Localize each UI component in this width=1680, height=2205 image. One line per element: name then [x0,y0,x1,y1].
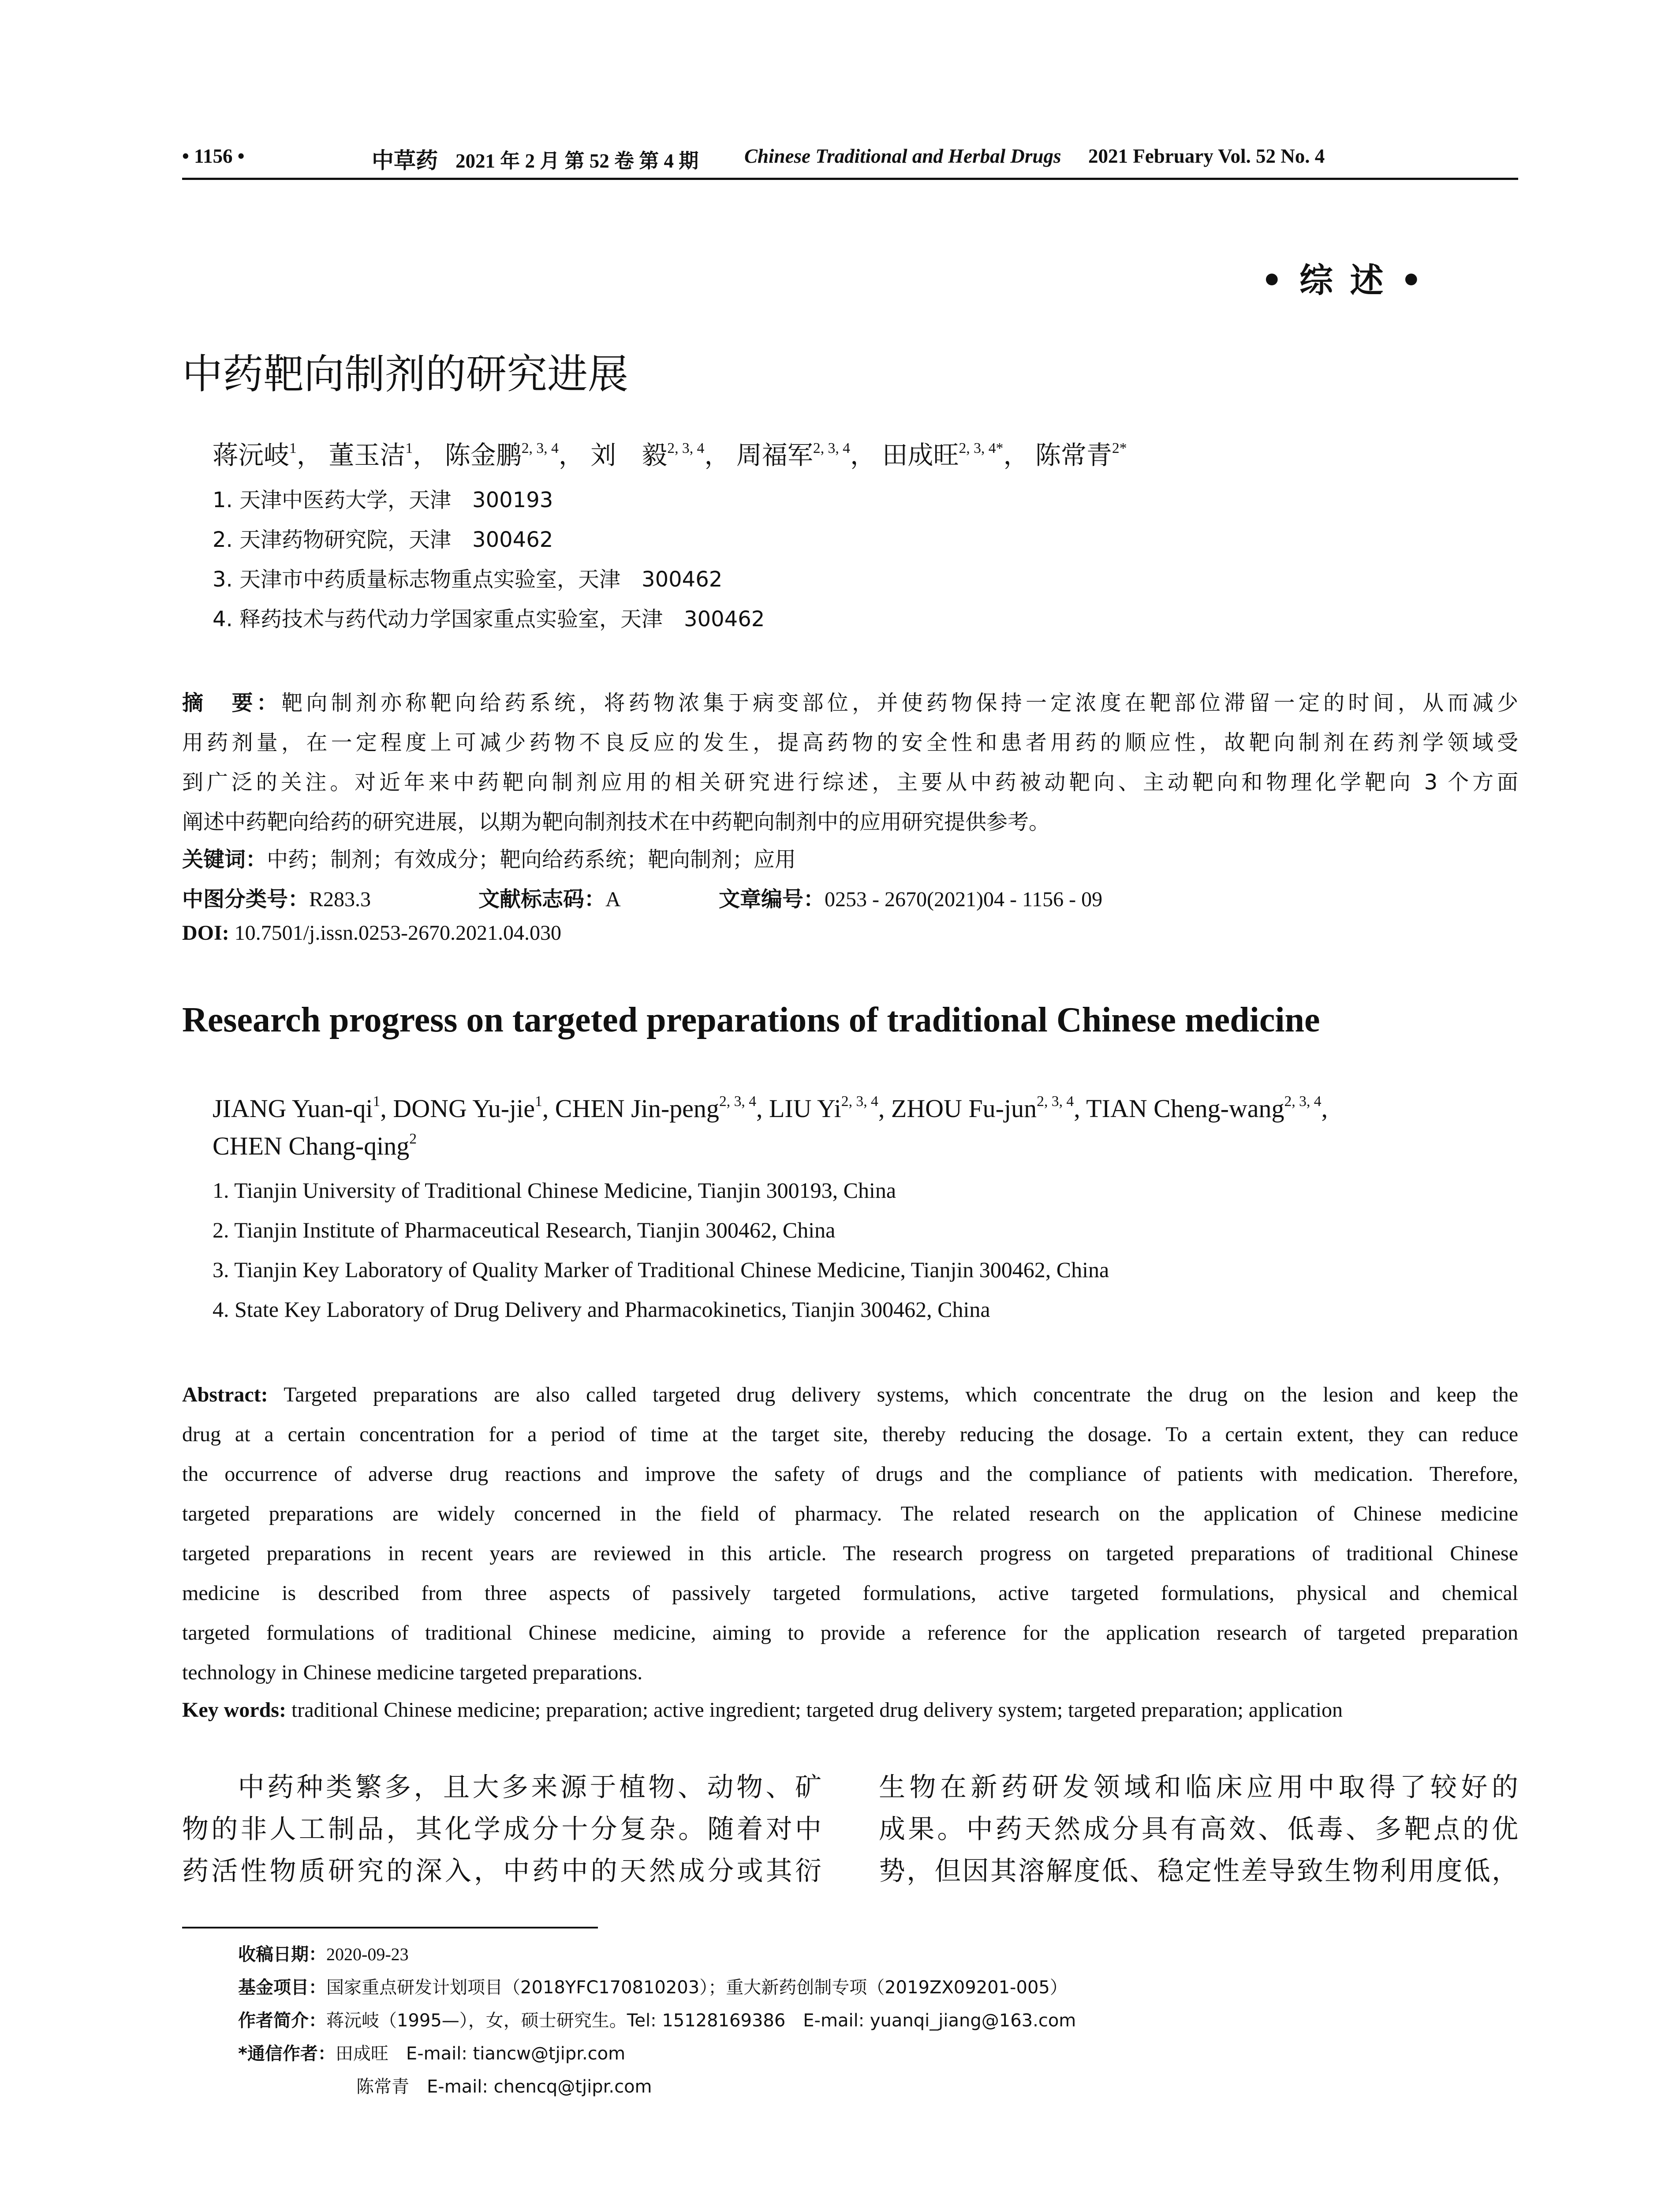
footnote-corresponding-2: 陈常青 E-mail: chencq@tjipr.com [356,2077,652,2097]
author-en-name: CHEN Jin-peng [555,1094,719,1123]
author-en-name: ZHOU Fu-jun [891,1094,1037,1123]
affiliation-en-3: 3. Tianjin Key Laboratory of Quality Marker of Traditional Chinese Medicine, Tianjin 300462, China [213,1257,1109,1282]
author-en-name: CHEN Chang-qing [213,1132,410,1160]
author-cn-affiliation-mark: 2, 3, 4 [667,440,705,456]
footnote-received: 收稿日期：2020-09-23 [238,1944,409,1965]
footnote-rule [182,1927,598,1928]
author-cn-affiliation-mark: 2, 3, 4 [521,440,559,456]
footnote-fund: 基金项目：国家重点研发计划项目（2018YFC170810203）；重大新药创制专项（2019ZX09201-005） [238,1977,1068,1998]
issue-info-en: 2021 February Vol. 52 No. 4 [1088,145,1325,167]
article-title-en: Research progress on targeted preparations of traditional Chinese medicine [182,1001,1320,1039]
abstract-cn-line-1: 摘 要：靶向制剂亦称靶向给药系统，将药物浓集于病变部位，并使药物保持一定浓度在靶部位滞留一定的时间，从而减少 [182,691,1518,715]
author-cn-name: 刘 毅 [590,441,668,470]
author-cn-separator: ， [1003,441,1035,470]
author-en-affiliation-mark: 2, 3, 4 [719,1093,756,1110]
author-cn-name: 陈常青 [1035,441,1112,470]
author-cn-separator: ， [413,441,445,470]
author-cn-separator: ， [558,441,591,470]
body-left-line-2: 物的非人工制品，其化学成分十分复杂。随着对中 [182,1815,821,1844]
abstract-cn-line-3: 到广泛的关注。对近年来中药靶向制剂应用的相关研究进行综述，主要从中药被动靶向、主动靶向和物理化学靶向 3 个方面 [182,770,1518,795]
abstract-en-line-6: medicine is described from three aspects of passively targeted formulations, active targeted formulations, physical and chemical [182,1581,1518,1605]
body-left-line-3: 药活性物质研究的深入，中药中的天然成分或其衍 [182,1857,821,1886]
keywords-en: Key words: traditional Chinese medicine; preparation; active ingredient; targeted drug delivery system; targeted preparation; application [182,1698,1343,1722]
author-en-affiliation-mark: 2, 3, 4 [841,1093,878,1110]
author-list-en-line-2 [213,1131,417,1161]
article-number: 文章编号：0253 - 2670(2021)04 - 1156 - 09 [719,887,1103,912]
author-list-en-line-1 [213,1094,1328,1123]
affiliation-cn-4: 4. 释药技术与药代动力学国家重点实验室，天津 300462 [213,607,765,632]
abstract-en-line-4: targeted preparations are widely concerned in the field of pharmacy. The related research on the application of Chinese medicine [182,1502,1518,1525]
abstract-cn-line-2: 用药剂量，在一定程度上可减少药物不良反应的发生，提高药物的安全性和患者用药的顺应性，故靶向制剂在药剂学领域受 [182,730,1518,755]
author-en-name: TIAN Cheng-wang [1086,1094,1284,1123]
header-rule [182,178,1518,180]
running-header [182,145,1518,176]
author-en-name: JIANG Yuan-qi [213,1094,373,1123]
affiliation-cn-3: 3. 天津市中药质量标志物重点实验室，天津 300462 [213,567,723,592]
author-cn-name: 田成旺 [882,441,959,470]
author-en-separator: , [1074,1094,1086,1123]
body-right-line-3: 势，但因其溶解度低、稳定性差导致生物利用度低， [879,1857,1518,1886]
author-cn-affiliation-mark: 1 [289,440,297,456]
author-en-separator: , [756,1094,769,1123]
author-en-separator: , [380,1094,393,1123]
abstract-en-line-8: technology in Chinese medicine targeted preparations. [182,1661,643,1684]
author-cn-separator: ， [850,441,882,470]
abstract-en-line-5: targeted preparations in recent years are reviewed in this article. The research progress on targeted preparations of traditional Chinese [182,1542,1518,1565]
affiliation-cn-1: 1. 天津中医药大学，天津 300193 [213,488,553,512]
author-cn-affiliation-mark: 2, 3, 4 [813,440,850,456]
abstract-en-line-7: targeted formulations of traditional Chinese medicine, aiming to provide a reference for the application research of targeted preparation [182,1621,1518,1644]
author-cn-separator: ， [296,441,329,470]
journal-name-cn: 中草药 [372,148,438,173]
author-en-affiliation-mark: 2 [409,1130,417,1147]
document-code: 文献标志码：A [478,887,621,912]
affiliation-en-4: 4. State Key Laboratory of Drug Delivery and Pharmacokinetics, Tianjin 300462, China [213,1297,990,1322]
body-left-line-1: 中药种类繁多，且大多来源于植物、动物、矿 [235,1773,821,1802]
body-right-line-1: 生物在新药研发领域和临床应用中取得了较好的 [879,1773,1518,1802]
abstract-en-line-1: Abstract: Targeted preparations are also called targeted drug delivery systems, which concentrate the drug on the lesion and keep the [182,1383,1519,1406]
affiliation-en-2: 2. Tianjin Institute of Pharmaceutical Research, Tianjin 300462, China [213,1218,836,1242]
journal-name-en: Chinese Traditional and Herbal Drugs [744,145,1061,167]
section-tag: • 综 述 • [1261,261,1425,300]
author-en-separator: , [542,1094,555,1123]
doi: DOI: 10.7501/j.issn.0253-2670.2021.04.030 [182,921,562,945]
author-en-separator: , [878,1094,891,1123]
author-en-affiliation-mark: 1 [373,1093,381,1110]
author-cn-name: 蒋沅岐 [213,441,290,470]
affiliation-en-1: 1. Tianjin University of Traditional Chinese Medicine, Tianjin 300193, China [213,1178,896,1203]
clc-number: 中图分类号：R283.3 [182,887,371,912]
author-en-affiliation-mark: 2, 3, 4 [1284,1093,1322,1110]
affiliation-cn-2: 2. 天津药物研究院，天津 300462 [213,527,553,552]
abstract-cn-label: 摘 要： [182,691,282,715]
author-en-separator: , [1321,1094,1328,1123]
article-title-cn: 中药靶向制剂的研究进展 [182,351,629,398]
author-cn-affiliation-mark: 1 [405,440,413,456]
keywords-cn: 关键词：中药；制剂；有效成分；靶向给药系统；靶向制剂；应用 [182,847,796,872]
abstract-en-line-2: drug at a certain concentration for a period of time at the target site, thereby reducing the dosage. To a certain extent, they can reduce [182,1423,1518,1446]
footnote-author: 作者简介：蒋沅岐（1995—），女，硕士研究生。Tel: 15128169386 E-mail: yuanqi_jiang@163.com [238,2011,1076,2031]
page-number: • 1156 • [182,145,245,167]
body-right-line-2: 成果。中药天然成分具有高效、低毒、多靶点的优 [879,1815,1518,1844]
author-cn-affiliation-mark: 2, 3, 4* [959,440,1004,456]
footnote-corresponding-1: *通信作者：田成旺 E-mail: tiancw@tjipr.com [238,2044,626,2064]
abstract-en-line-3: the occurrence of adverse drug reactions and improve the safety of drugs and the compliance of patients with medication. Therefore, [182,1462,1518,1486]
abstract-cn-line-4: 阐述中药靶向给药的研究进展，以期为靶向制剂技术在中药靶向制剂中的应用研究提供参考。 [182,810,1050,834]
author-en-affiliation-mark: 1 [534,1093,542,1110]
author-en-name: DONG Yu-jie [393,1094,535,1123]
author-cn-name: 周福军 [736,441,813,470]
abstract-en-label: Abstract: [182,1383,268,1406]
author-cn-name: 陈金鹏 [444,441,522,470]
author-cn-separator: ， [704,441,736,470]
author-list-cn [213,434,1127,471]
issue-info-cn: 2021 年 2 月 第 52 卷 第 4 期 [455,150,699,172]
author-cn-name: 董玉洁 [329,441,406,470]
author-en-name: LIU Yi [769,1094,841,1123]
author-cn-affiliation-mark: 2* [1112,440,1127,456]
author-en-affiliation-mark: 2, 3, 4 [1037,1093,1074,1110]
